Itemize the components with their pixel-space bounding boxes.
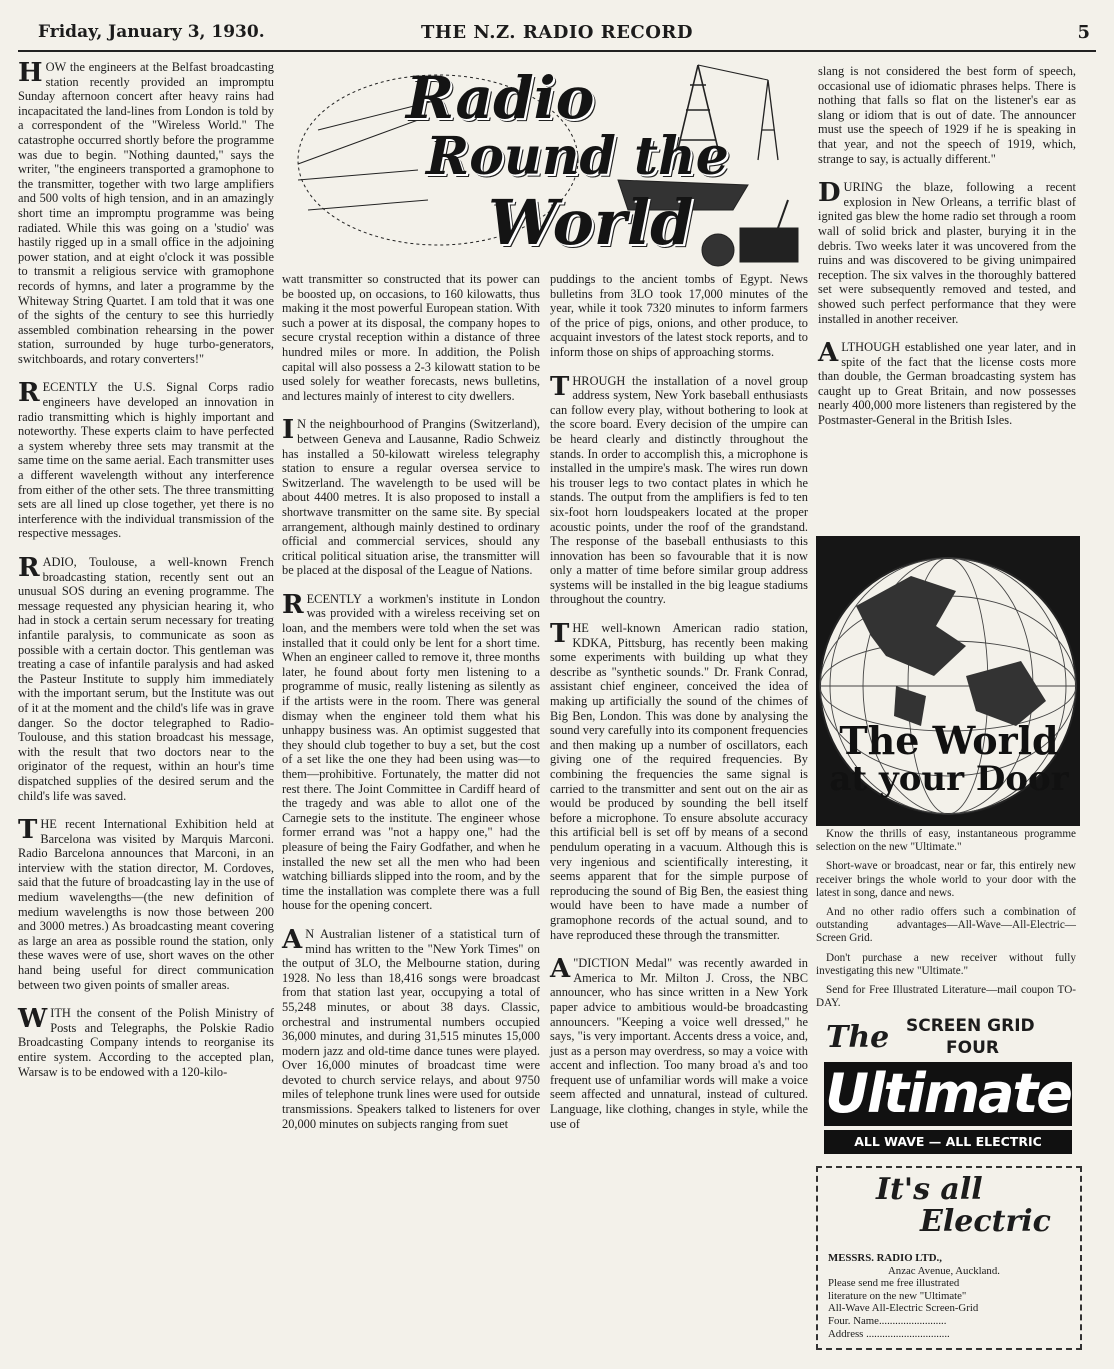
- article-text: ECENTLY a workmen's institute in London was provided with a wireless receiving set on loan, and the members were told when the set was installed that it could only be lent for a short time. When an engineer called to remove it, three months later, he found about forty men listening to a programme of music, really listening as silently as if the artists were in the room. There was general dismay when the engineer told them what his unhappy business was. An optimist suggested that they should club together to buy a set, but the cost of a set like the one they had been using was—to them—prohibitive. Fortunately, the matter did not rest there. The Joint Committee in Cardiff heard of the tragedy and was able to allot one of the Carnegie sets to the institute. The engineer whose former errand was "not a happy one," had the pleasure of being the Fairy Godfather, and when he installed the new set all the men who had been watching billiards slipped into the room, and by the time the installation was complete there was a full house for the opening concert.: [282, 591, 540, 913]
- page-number: 5: [1077, 22, 1090, 43]
- drop-cap: W: [18, 1004, 48, 1035]
- article-text: puddings to the ancient tombs of Egypt. News bulletins from 3LO took 17,000 minutes of the year, while it took 7320 minutes to inform farmers of the price of pigs, onions, and other produce, to acquaint investors of the latest stock reports, and to inform those on ships of approaching storms.: [550, 272, 808, 359]
- brand-prefix: The: [826, 1020, 890, 1055]
- drop-cap: T: [18, 815, 38, 846]
- coupon-address-field[interactable]: Address ...............................: [828, 1327, 950, 1340]
- article-australian-listener: [282, 924, 540, 1131]
- ultimate-radio-advertisement: [816, 536, 1080, 1351]
- brand-sub2: FOUR: [946, 1038, 999, 1058]
- article-text: ITH the consent of the Polish Ministry of Posts and Telegraphs, the Polskie Radio Broadcasting Company intends to reorganise its entire system. According to the accepted plan, Warsaw is to be endowed with a 120-kilo-: [18, 1006, 274, 1079]
- article-kdka-synthetic-sounds: [550, 621, 808, 942]
- column-1: [18, 60, 274, 1093]
- banner-title-line2: Round the: [426, 126, 729, 187]
- drop-cap: R: [18, 378, 40, 409]
- article-polish-radio-continued: [282, 272, 540, 403]
- coupon-name-field[interactable]: Four. Name.........................: [828, 1314, 947, 1327]
- coupon-line: MESSRS. RADIO LTD.,: [828, 1252, 942, 1264]
- brand-sub1: SCREEN GRID: [906, 1016, 1035, 1036]
- drop-cap: A: [818, 338, 839, 369]
- article-text: LTHOUGH established one year later, and in spite of the fact that the license costs more than double, the German broadcasting system has caught up to Great Britain, and now possesses nearly 400,000 more listeners than registered by the Postmaster-General in the British Isles.: [818, 340, 1076, 428]
- article-text: N Australian listener of a statistical turn of mind has written to the "New York Times" on the output of 3LO, the Melbourne station, during 1928. No less than 18,416 songs were broadcast from that station last year, occupying a total of 55,248 minutes, or about 38 days. Classic, orchestral and instrumental numbers occupied 36,000 minutes, and during 31,515 minutes 15,000 modern jazz and old-time dance tunes were played. Over 16,000 minutes of broadcast time were devoted to church service relays, and about 9750 miles of telephone trunk lines were used for outside transmissions. Speakers talked to listeners for over 20,000 minutes on subjects ranging from suet: [282, 926, 540, 1131]
- article-text: N the neighbourhood of Prangins (Switzerland), between Geneva and Lausanne, Radio Schweiz has installed a 50-kilowatt wireless telegraphy station to ensure a regular oversea service to Switzerland. The wavelength to be used will be about 4400 metres. It is also proposed to install a shortwave transmitter on the same site. By special arrangement, although mainly destined to ordinary official and commercial services, should any critical political situation arise, the transmitter will be placed at the disposal of the League of Nations.: [282, 417, 540, 578]
- coupon-line: Anzac Avenue, Auckland.: [888, 1264, 1000, 1277]
- article-text: watt transmitter so constructed that its power can be boosted up, on occasions, to 160 kilowatts, thus making it the most powerful European station. With such a power at its disposal, the company hopes to secure crystal reception within a distance of three hundred miles or more. In addition, the Polish capital will also possess a 2-3 kilowatt station to be used solely for weather forecasts, news bulletins, and lectures mainly of interest to city dwellers.: [282, 272, 540, 403]
- newspaper-title: THE N.Z. RADIO RECORD: [421, 22, 693, 43]
- coupon-script-line1: It's all: [876, 1172, 983, 1207]
- drop-cap: A: [550, 954, 571, 985]
- drop-cap: D: [818, 178, 841, 209]
- ad-paragraph: Short-wave or broadcast, near or far, this entirely new receiver brings the whole world to your door with the latest in song, dance and news.: [816, 860, 1076, 899]
- article-text: HE well-known American radio station, KDKA, Pittsburg, has recently been making some experiments with building up what they describe as "synthetic sounds." Dr. Frank Conrad, assistant chief engineer, conceived the idea of making up artificially the sound of the chimes of Big Ben, London. This was done by analysing the sound very carefully into its component frequencies and then making up a number of oscillators, each giving one of the required frequencies. By combining the frequencies the same signal is carried to the transmitter and sent out on the air as would be produced by sounding the bell itself before a microphone. To ensure absolute accuracy this artificial bell is set off by means of a second pendulum operating in a vacuum. Although this is very ingenious and scientifically interesting, it seems apparent that for the simple purpose of reproducing the sound of Big Ben, the easiest thing would have been to have made a number of gramophone records of the actual sound, and to have reproduced these through the transmitter.: [550, 621, 808, 942]
- coupon-line: All-Wave All-Electric Screen-Grid: [828, 1302, 979, 1315]
- column-3: [550, 272, 808, 1145]
- ad-headline: [826, 718, 1072, 799]
- issue-date: Friday, January 3, 1930.: [38, 22, 265, 42]
- column-4: [818, 64, 1076, 442]
- coupon-line: literature on the new "Ultimate": [828, 1289, 967, 1302]
- article-german-broadcasting: [818, 340, 1076, 428]
- drop-cap: T: [550, 619, 570, 650]
- brand-strip: ALL WAVE — ALL ELECTRIC: [824, 1130, 1072, 1154]
- banner-title-line3: World: [488, 186, 694, 259]
- mail-coupon[interactable]: [816, 1166, 1082, 1350]
- ad-headline-line1: The World: [839, 718, 1059, 763]
- article-barcelona: [18, 817, 274, 992]
- ad-paragraph: And no other radio offers such a combination of outstanding advantages—All-Wave—All-Electric—Screen Grid.: [816, 906, 1076, 945]
- article-us-signal-corps: [18, 380, 274, 541]
- ad-paragraph: Know the thrills of easy, instantaneous programme selection on the new "Ultimate.": [816, 828, 1076, 854]
- article-diction-medal: [550, 956, 808, 1131]
- brand-subtitle: [826, 1016, 1070, 1062]
- article-australian-listener-continued: [550, 272, 808, 360]
- article-baseball-address: [550, 371, 808, 608]
- drop-cap: T: [550, 371, 570, 402]
- article-text: HE recent International Exhibition held at Barcelona was visited by Marquis Marconi. Radio Barcelona announces that Marconi, in an interview with the station director, M. Cordoves, said that the future of broadcasting lay in the use of medium wavelengths—(the new definition of medium wavelengths is now those between 200 and 3000 metres.) As broadcasting meant covering as large an area as possible round the station, only these waves were of use, short waves on the other hand being useful for direct communication between two given points of smaller areas.: [18, 817, 274, 992]
- article-polish-radio: [18, 1006, 274, 1079]
- article-new-orleans-blaze: [818, 180, 1076, 326]
- article-text: "DICTION Medal" was recently awarded in America to Mr. Milton J. Cross, the NBC announcer, who has since written in a New York paper advice to ambitious would-be broadcasting announcers. "Keeping a voice well dressed," he says, "is very important. Accents dress a voice, and, just as a person may overdress, so may a voice with accent and inflection. Too many broad a's and too frequent use of unfamiliar words will make a voice seem affected and unnatural, instead of cultured. Language, like clothing, changes in style, while the use of: [550, 956, 808, 1131]
- coupon-form: [828, 1252, 1070, 1340]
- drop-cap: A: [282, 924, 303, 955]
- globe-illustration: [816, 536, 1080, 826]
- article-text: OW the engineers at the Belfast broadcasting station recently provided an impromptu Sunday afternoon concert after heavy rains had incapacitated the land-lines from London is told by a correspondent of the "Wireless World." The catastrophe occurred shortly before the programme was due to begin. "Nothing daunted," says the writer, "the engineers transported a gramophone to the transmitter, together with two large amplifiers and 500 volts of high tension, and in an amazingly short time an impromptu programme was being radiated. While this was going on a 'studio' was hastily rigged up in a small office in the adjoining power station, and at eight o'clock it was possible to transmit a religious service with gramophone records of hymns, and later a programme by the Whiteway String Quartet. I am told that it was one of the sights of the century to see this hurriedly assembled combination rehearsing in the power station, surrounded by huge turbo-generators, switchboards, and rotary converters!": [18, 60, 274, 366]
- brand-logo: Ultimate: [825, 1062, 1071, 1125]
- article-text: HROUGH the installation of a novel group address system, New York baseball enthusiasts can follow every play, without bothering to look at the score board. Every decision of the umpire can be heard clearly and distinctly throughout the stands. In order to accomplish this, a microphone is installed in the umpire's mask. The wires run down his trouser legs to two contact plates in which he stands. The output from the amplifiers is fed to ten six-foot horn loudspeakers located at the proper acoustic points, under the roof of the grandstand. The response of the baseball enthusiasts to this innovation has been so favourable that it is now only a matter of time before similar group address systems will be installed in the big league stadiums throughout the country.: [550, 373, 808, 607]
- drop-cap: R: [282, 589, 304, 620]
- coupon-line: Please send me free illustrated: [828, 1277, 960, 1290]
- article-diction-medal-continued: [818, 64, 1076, 166]
- ad-paragraph: Don't purchase a new receiver without fully investigating this new "Ultimate.": [816, 951, 1076, 977]
- article-text: slang is not considered the best form of speech, occasional use of idiomatic phrases helps. There is nothing that falls so flat on the listener's ear as slang or idiom that is out of date. The announcer must use the speech of 1929 if he is speaking in that year, and not the speech of 1919, which, strange to say, is actually different.": [818, 64, 1076, 166]
- drop-cap: R: [18, 553, 40, 583]
- drop-cap: H: [18, 58, 43, 88]
- article-text: ADIO, Toulouse, a well-known French broadcasting station, recently sent out an unusual SOS during an evening programme. The message requested any physician hearing it, who had in stock a certain serum necessary for treating infantile paralysis, to communicate as soon as possible with a certain doctor. This gentleman was treating a case of infantile paralysis and had asked the Pasteur Institute to supply him immediately with the important serum, but the Institute was out of it at the moment and the child's life was in grave danger. So the doctor telegraphed to Radio-Toulouse, and this station broadcast his message, with the result that two doctors near to the originator of the request, within an hour's time dispatched supplies of the desired serum and the child's life was saved.: [18, 555, 274, 803]
- column-2: [282, 272, 540, 1145]
- article-radio-toulouse: [18, 555, 274, 803]
- article-text: URING the blaze, following a recent explosion in New Orleans, a terrific blast of ignited gas blew the home radio set through a room wall of solid brick and plaster, burying it in the debris. Two weeks later it was uncovered from the ruins and was discovered to be giving unimpaired reception. The six valves in the thoroughly battered set were subsequently removed and tested, and showed such perfect performance that they were installed in another receiver.: [818, 180, 1076, 326]
- article-workmens-institute: [282, 589, 540, 913]
- article-text: ECENTLY the U.S. Signal Corps radio engineers have developed an innovation in radio transmitting which is highly important and noteworthy. These experts claim to have perfected a system whereby three sets may transmit at the same time on the same aerial. Each transmitter uses a different wavelength without any interference from either of the other sets. The three transmitting sets are all lined up close together, yet there is no interference with the individual transmission of the respective messages.: [18, 380, 274, 541]
- article-prangins: [282, 417, 540, 578]
- ad-body-copy: [816, 828, 1076, 1016]
- coupon-script-line2: Electric: [920, 1204, 1051, 1239]
- ad-paragraph: Send for Free Illustrated Literature—mail coupon TO-DAY.: [816, 984, 1076, 1010]
- ad-headline-line2: at your Door: [829, 759, 1069, 799]
- radio-round-the-world-banner: [278, 60, 812, 268]
- masthead-rule: [18, 50, 1096, 52]
- drop-cap: I: [282, 415, 295, 446]
- article-belfast: [18, 60, 274, 366]
- banner-title-line1: Radio: [406, 64, 595, 132]
- masthead: [18, 22, 1096, 48]
